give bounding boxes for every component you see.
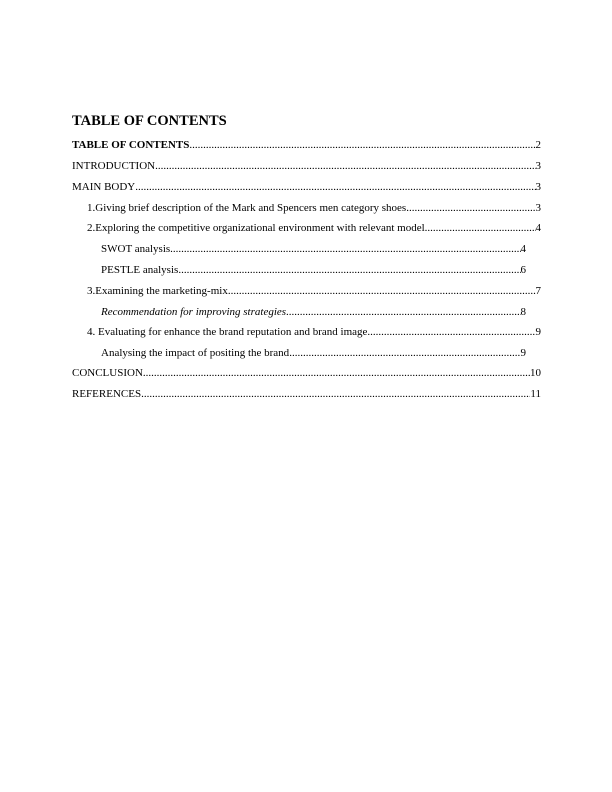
toc-entry-label: 4. Evaluating for enhance the brand reputation and brand image (87, 326, 368, 338)
toc-entry-label: 3.Examining the marketing-mix (87, 285, 228, 297)
toc-entry-page-number: 10 (530, 367, 541, 379)
toc-dot-leader (143, 366, 530, 380)
toc-entry-label: INTRODUCTION (72, 160, 156, 172)
toc-entry-page-number: 2 (535, 139, 541, 151)
toc-entry-label: 2.Exploring the competitive organizational environment with relevant model (87, 222, 425, 234)
toc-entry-label: 1.Giving brief description of the Mark and Spencers men category shoes (87, 202, 407, 214)
toc-dot-leader (135, 180, 535, 194)
toc-entry-section-1[interactable] (87, 201, 541, 215)
toc-dot-leader (178, 263, 520, 277)
toc-entry-page-number: 4 (535, 222, 541, 234)
toc-entry-section-3[interactable] (87, 284, 541, 298)
toc-dot-leader (289, 346, 520, 360)
toc-dot-leader (286, 305, 520, 319)
toc-entry-label: CONCLUSION (72, 367, 143, 379)
toc-entry-label: Recommendation for improving strategies (101, 306, 287, 318)
toc-entry-section-2[interactable] (87, 221, 541, 235)
toc-entry-conclusion[interactable] (72, 366, 541, 380)
toc-dot-leader (189, 138, 535, 152)
toc-entry-main-body[interactable] (72, 180, 541, 194)
toc-entry-table-of-contents[interactable] (72, 138, 541, 152)
toc-entry-introduction[interactable] (72, 159, 541, 173)
toc-dot-leader (141, 387, 530, 401)
toc-entry-label: SWOT analysis (101, 243, 171, 255)
toc-entry-label: MAIN BODY (72, 181, 136, 193)
page-title: TABLE OF CONTENTS (72, 113, 227, 129)
toc-entry-swot-analysis[interactable] (101, 242, 526, 256)
toc-entry-label: Analysing the impact of positing the brand (101, 347, 290, 359)
toc-entry-page-number: 3 (535, 160, 541, 172)
toc-dot-leader (406, 201, 535, 215)
toc-entry-label: TABLE OF CONTENTS (72, 139, 190, 151)
toc-dot-leader (367, 325, 535, 339)
toc-dot-leader (228, 284, 536, 298)
toc-entry-page-number: 11 (530, 388, 541, 400)
toc-entry-page-number: 9 (520, 347, 526, 359)
toc-entry-section-4[interactable] (87, 325, 541, 339)
toc-dot-leader (170, 242, 520, 256)
toc-entry-page-number: 7 (535, 285, 541, 297)
toc-entry-label: REFERENCES (72, 388, 142, 400)
toc-entry-page-number: 8 (520, 306, 526, 318)
toc-entry-page-number: 3 (535, 202, 541, 214)
toc-entry-page-number: 3 (535, 181, 541, 193)
toc-entry-label: PESTLE analysis (101, 264, 179, 276)
toc-entry-page-number: 6 (520, 264, 526, 276)
toc-entry-pestle-analysis[interactable] (101, 263, 526, 277)
toc-entry-recommendation[interactable] (101, 305, 526, 319)
toc-dot-leader (425, 221, 536, 235)
toc-entry-analysing-impact[interactable] (101, 346, 526, 360)
toc-entry-page-number: 4 (520, 243, 526, 255)
toc-entry-references[interactable] (72, 387, 541, 401)
toc-entry-page-number: 9 (535, 326, 541, 338)
toc-dot-leader (155, 159, 535, 173)
